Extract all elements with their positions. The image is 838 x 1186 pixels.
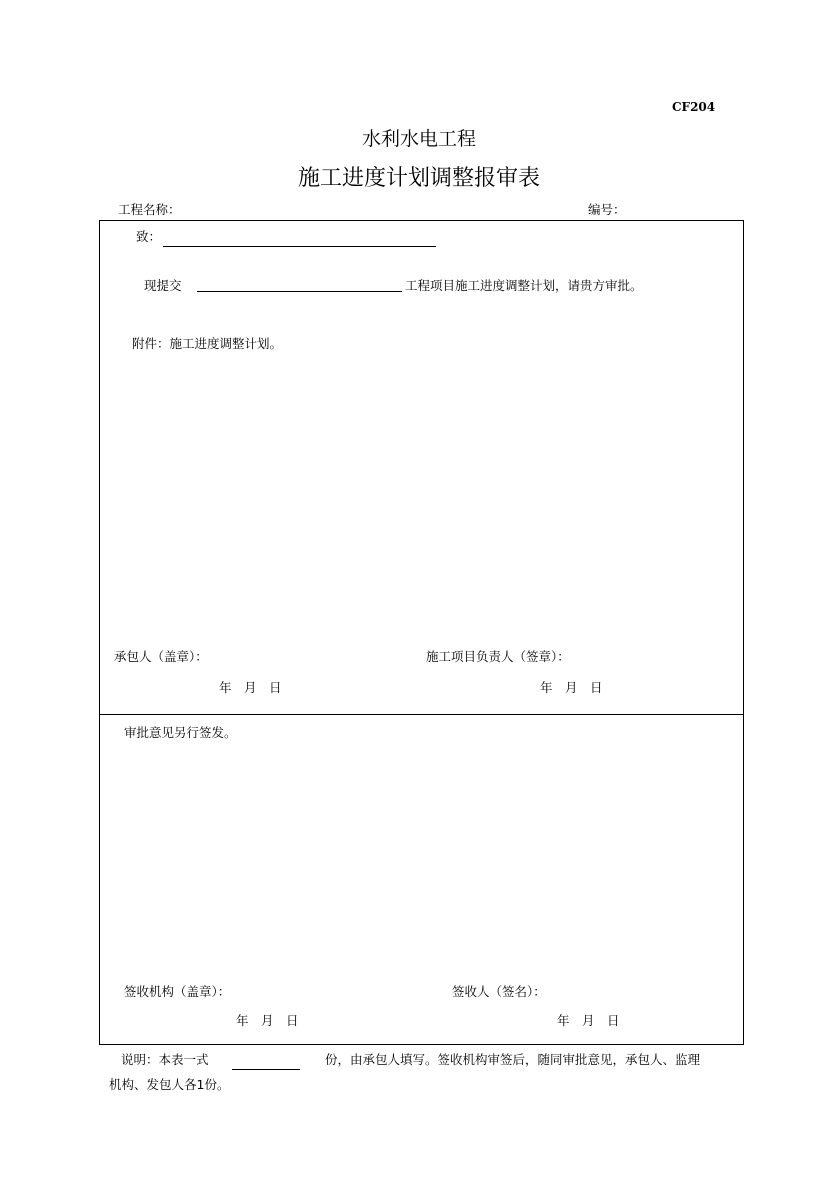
notes-line1-prefix: 说明：本表一式 — [121, 1052, 209, 1067]
contractor-seal-label: 承包人（盖章）： — [114, 649, 208, 664]
submit-prefix: 现提交 — [144, 278, 182, 293]
notes-line2: 机构、发包人各1份。 — [109, 1077, 230, 1092]
form-title-line1: 水利水电工程 — [361, 128, 476, 150]
copies-fill-line[interactable] — [232, 1069, 300, 1070]
notes-line1-suffix: 份，由承包人填写。签收机构审签后，随同审批意见，承包人、监理 — [325, 1052, 701, 1067]
receiver-sign-label: 签收人（签名）： — [452, 984, 546, 999]
section-divider — [99, 714, 744, 715]
form-code: CF204 — [672, 100, 716, 114]
attachment-note: 附件：施工进度调整计划。 — [132, 336, 283, 351]
date-left-2: 年 月 日 — [236, 1013, 299, 1028]
project-name-fill-line[interactable] — [197, 291, 402, 292]
submit-suffix: 工程项目施工进度调整计划，请贵方审批。 — [405, 278, 643, 293]
project-manager-sign-label: 施工项目负责人（签章）： — [426, 649, 570, 664]
date-right-2: 年 月 日 — [557, 1013, 620, 1028]
date-right-1: 年 月 日 — [540, 680, 603, 695]
receiving-org-seal-label: 签收机构（盖章）： — [124, 984, 231, 999]
approval-text: 审批意见另行签发。 — [124, 725, 237, 740]
form-title-line2: 施工进度计划调整报审表 — [297, 166, 540, 191]
number-label: 编号： — [588, 202, 626, 217]
to-label: 致： — [136, 229, 162, 244]
project-name-label: 工程名称： — [118, 202, 181, 217]
to-recipient-line[interactable] — [163, 246, 436, 247]
date-left-1: 年 月 日 — [219, 680, 282, 695]
